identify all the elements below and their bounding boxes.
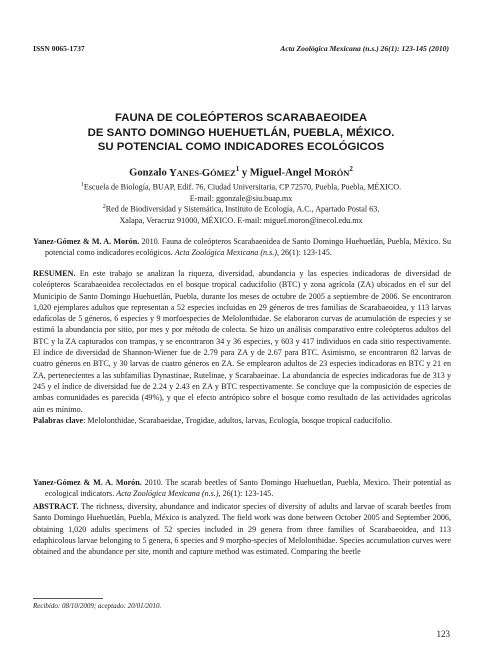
author-1-given: Gonzalo xyxy=(129,167,170,179)
author-1-surname: YANES-GÓMEZ xyxy=(169,167,236,179)
author-2-given: Miguel-Angel xyxy=(249,167,315,179)
footnote-divider xyxy=(33,598,103,599)
author-2-surname: MORÓN xyxy=(314,167,350,179)
author-1-affil-mark: 1 xyxy=(235,165,240,173)
author-2-affil-mark: 2 xyxy=(349,165,353,173)
article-title xyxy=(40,111,442,155)
abstract-paragraph: ABSTRACT. The richness, diversity, abundance and indicator species of diversity of adults and larvae of scarab beetles from Santo Domingo Huehuetlán, Puebla, México is analyzed. The field work was done between October 2005 and September 2006, obtaining 1,020 adults specimens of 52 species included in 29 genera from three families of Scarabaeoidea, and 113 edaphicolous larvae belonging to 5 genera, 6 species and 9 morpho-species of Melolonthidae. Species accumulation curves were obtained and the abundance per site, month and capture method was estimated. Comparing the beetle xyxy=(33,502,451,557)
citation-english: Yanez-Gómez & M. A. Morón. 2010. The scarab beetles of Santo Domingo Huehuetlan, Puebla, Mexico. Their potential as ecological indicators. Acta Zoológica Mexicana (n.s.), 26(1): 123-145. xyxy=(33,478,451,499)
title-line: DE SANTO DOMINGO HUEHUETLÁN, PUEBLA, MÉXICO. xyxy=(87,126,395,139)
issn: ISSN 0065-1737 xyxy=(33,44,85,53)
title-line: FAUNA DE COLEÓPTEROS SCARABAEOIDEA xyxy=(114,112,368,124)
affiliation-1: $^1$Escuela de Biología, BUAP, Edif. 76, Ciudad Universitaria, CP 72570, Puebla, Puebla, MÉXICO. E-mail: ggonzale@siu.buap.mx xyxy=(80,182,402,203)
title-line: SU POTENCIAL COMO INDICADORES ECOLÓGICOS xyxy=(97,141,385,153)
resumen-paragraph: RESUMEN. En este trabajo se analizan la riqueza, diversidad, abundancia y las especies indicadoras de diversidad de coleópteros Scarabaeoidea recolectados en el bosque tropical caducifolio (BTC) y zona agrícola (ZA) ubicados en el sur del Municipio de Santo Domingo Huehuetlán, Puebla, durante los meses de octubre de 2005 a septiembre de 2006. Se encontraron 1,020 ejemplares adultos que representan a 52 especies incluidas en 29 géneros de tres familias de Scarabaeoidea, y 113 larvas edafícolas de 5 géneros, 6 especies y 9 morfoespecies de Melolonthidae. Se elaboraron curvas de acumulación de especies y se estimó la abundancia por sitio, por mes y por método de colecta. Se hizo un análisis comparativo entre coleópteros adultos del BTC y la ZA capturados con trampas, y se encontraron 34 y 36 especies, y 603 y 417 individuos en cada sitio respectivamente. El índice de diversidad de Shannon-Wiener fue de 2.79 para ZA y de 2.67 para BTC. Asimismo, se encontraron 82 larvas de cuatro géneros en BTC, y 30 larvas de cuatro géneros en ZA. Se emplearon adultos de 23 especies indicadoras en BTC y 21 en ZA, pertenecientes a las subfamilias Dynastinae, Rutelinae, y Scarabaeinae. La abundancia de especies indicadoras fue de 313 y 245 y el índice de diversidad fue de 2.24 y 2.43 en ZA y BTC respectivamente. Se concluye que la composición de especies de ambas comunidades es parecida (49%), y que el efecto antrópico sobre el bosque como resultado de las actividades agrícolas aún es mínimo. Palabras clave: Melolonthidae, Scarabaeidae, Trogidae, adultos, larvas, Ecología, bosque tropical caducifolio. xyxy=(33,269,451,425)
affiliation-2: $^2$Red de Biodiversidad y Sistemática, Instituto de Ecología, A.C., Apartado Postal 63, Xalapa, Veracruz 91000, MÉXICO. E-mail: miguel.moron@inecol.edu.mx xyxy=(102,204,380,225)
page-number: 123 xyxy=(436,629,450,639)
journal-reference: Acta Zoológica Mexicana (n.s.) 26(1): 123-145 (2010) xyxy=(280,44,449,53)
keywords-label: Palabras clave xyxy=(33,415,84,425)
author-conjunction: y xyxy=(239,167,250,179)
citation-spanish: Yanez-Gómez & M. A. Morón. 2010. Fauna de coleópteros Scarabaeoidea de Santo Domingo Huehuetlán, Puebla, México. Su potencial como indicadores ecológicos. Acta Zoológica Mexicana (n.s.), 26(1): 123-145. xyxy=(33,237,451,258)
running-head xyxy=(33,44,449,56)
received-date: Recibido: 08/10/2009; aceptado: 20/01/2010. xyxy=(33,602,162,610)
author-line xyxy=(40,163,442,180)
keywords: : Melolonthidae, Scarabaeidae, Trogidae, adultos, larvas, Ecología, bosque tropical caducifolio. xyxy=(83,415,392,425)
